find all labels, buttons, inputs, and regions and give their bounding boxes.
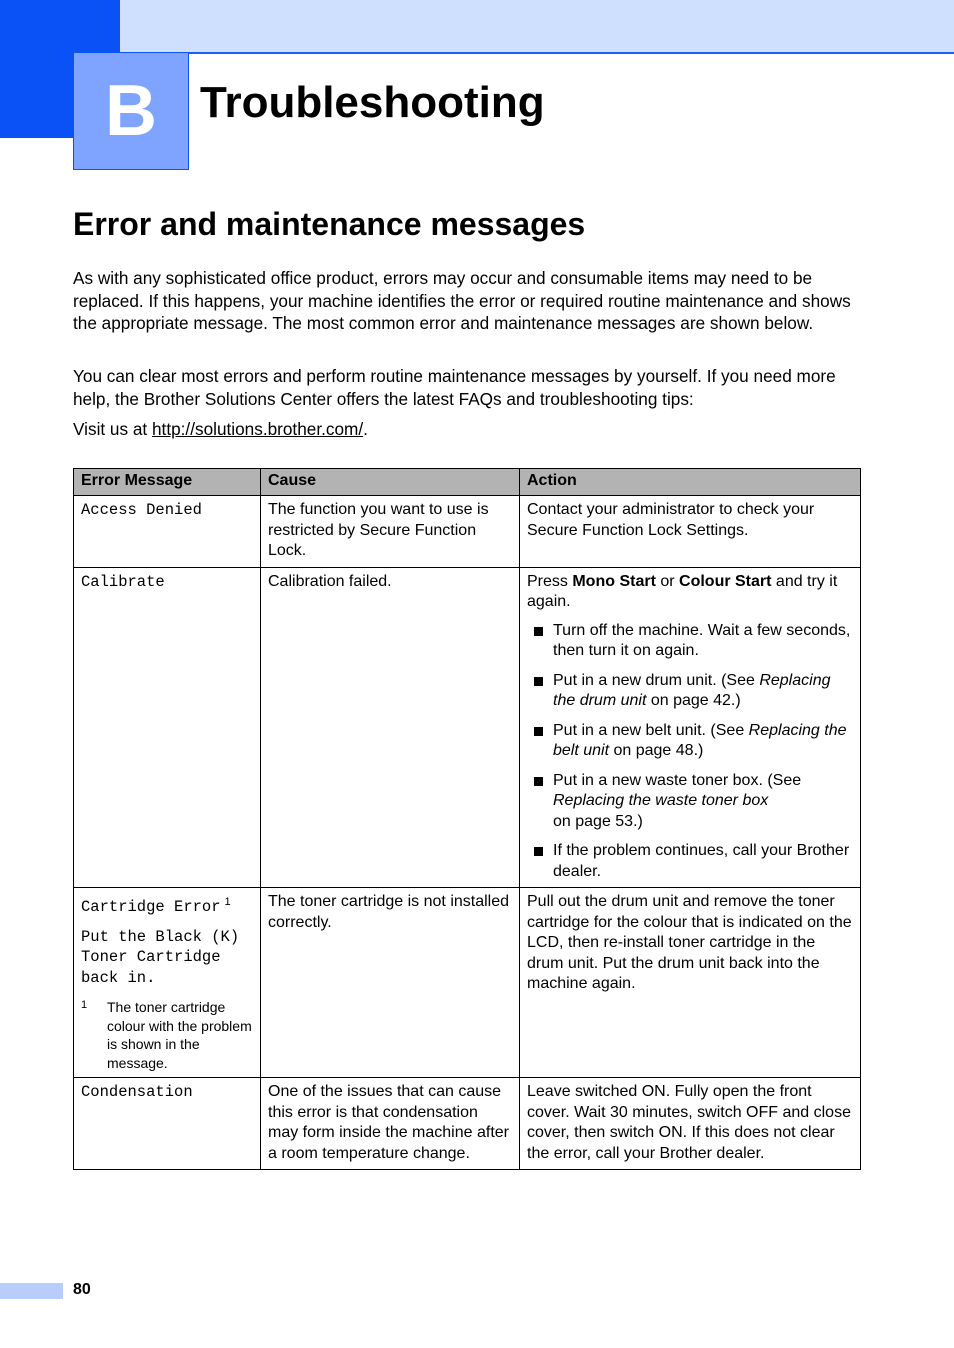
table-row xyxy=(74,1078,861,1170)
action-cell xyxy=(520,567,861,888)
bullet-square-icon xyxy=(534,847,543,856)
footnote-number: 1 xyxy=(81,999,88,1012)
chapter-letter: B xyxy=(105,71,157,151)
bullet-text-pre: Put in a new drum unit. (See xyxy=(553,671,760,689)
list-item xyxy=(534,721,853,762)
list-item xyxy=(534,771,853,833)
error-message-cell: Access Denied xyxy=(74,496,261,568)
colour-start-key: Colour Start xyxy=(679,572,772,590)
bullet-text xyxy=(553,771,853,833)
action-bullet-list xyxy=(527,621,853,883)
page-reference-title: Replacing the belt unit xyxy=(553,721,847,759)
error-message-cell: Calibrate xyxy=(74,567,261,888)
action-text: Press xyxy=(527,572,573,590)
table-row xyxy=(74,496,861,568)
action-cell: Leave switched ON. Fully open the front cover. Wait 30 minutes, switch OFF and close cover, then switch ON. If this does not clear the error, call your Brother dealer. xyxy=(520,1078,861,1170)
cause-cell: Calibration failed. xyxy=(261,567,520,888)
cause-cell: One of the issues that can cause this error is that condensation may form inside the machine after a room temperature change. xyxy=(261,1078,520,1170)
header-action: Action xyxy=(520,469,861,496)
list-item xyxy=(534,671,853,712)
table-header-row xyxy=(74,469,861,496)
bullet-square-icon xyxy=(534,727,543,736)
bullet-text-pre: Put in a new belt unit. (See xyxy=(553,721,749,739)
bullet-text xyxy=(553,721,853,762)
bullet-text-post: on page 48.) xyxy=(609,742,704,759)
intro-paragraph-1: As with any sophisticated office product, errors may occur and consumable items may need to be replaced. If this happens, your machine identifies the error or required routine maintenance and shows the appropriate message. The most common error and maintenance messages are shown below. xyxy=(73,268,851,333)
visit-suffix: . xyxy=(363,419,368,439)
error-message-cell xyxy=(74,888,261,1078)
intro-paragraph-2: You can clear most errors and perform routine maintenance messages by yourself. If you need more help, the Brother Solutions Center offers the latest FAQs and troubleshooting tips: xyxy=(73,366,836,409)
footnote xyxy=(81,998,253,1072)
bullet-text-post: on page 53.) xyxy=(553,812,643,830)
chapter-letter-box xyxy=(73,52,189,170)
list-item xyxy=(534,621,853,662)
table-row xyxy=(74,888,861,1078)
chapter-title: Troubleshooting xyxy=(200,78,545,127)
footnote-marker: 1 xyxy=(224,896,231,908)
bullet-text-pre: Put in a new waste toner box. (See xyxy=(553,771,802,789)
page-number: 80 xyxy=(73,1281,91,1298)
bullet-text-post: on page 42.) xyxy=(646,692,741,709)
intro-paragraph-3 xyxy=(73,418,863,441)
footnote-text: The toner cartridge colour with the problem is shown in the message. xyxy=(107,999,252,1071)
header-band xyxy=(120,0,954,54)
bullet-square-icon xyxy=(534,627,543,636)
page-reference-title: Replacing the drum unit xyxy=(553,671,831,709)
bullet-text: If the problem continues, call your Brother dealer. xyxy=(553,842,850,880)
error-message-line xyxy=(81,892,253,918)
action-cell: Contact your administrator to check your Secure Function Lock Settings. xyxy=(520,496,861,568)
action-intro xyxy=(527,572,853,613)
page-number-tab xyxy=(0,1283,63,1299)
error-messages-table xyxy=(73,468,861,1170)
table-row xyxy=(74,567,861,888)
error-message-text: Cartridge Error xyxy=(81,898,221,917)
mono-start-key: Mono Start xyxy=(572,572,656,590)
action-text: and try it again. xyxy=(527,572,838,610)
solutions-center-link[interactable]: http://solutions.brother.com/ xyxy=(151,419,364,439)
error-message-cell: Condensation xyxy=(74,1078,261,1170)
header-error-message: Error Message xyxy=(74,469,261,496)
cause-cell: The function you want to use is restricted by Secure Function Lock. xyxy=(261,496,520,568)
bullet-text: Turn off the machine. Wait a few seconds, then turn it on again. xyxy=(553,621,851,659)
bullet-square-icon xyxy=(534,677,543,686)
visit-prefix: Visit us at xyxy=(73,419,152,439)
cause-cell: The toner cartridge is not installed correctly. xyxy=(261,888,520,1078)
bullet-text xyxy=(553,671,853,712)
page-reference-title: Replacing the waste toner box xyxy=(553,792,769,809)
section-title: Error and maintenance messages xyxy=(73,206,586,242)
action-cell: Pull out the drum unit and remove the toner cartridge for the colour that is indicated on the LCD, then re-install toner cartridge in the drum unit. Put the drum unit back into the machine again. xyxy=(520,888,861,1078)
action-text: or xyxy=(655,572,680,590)
bullet-square-icon xyxy=(534,777,543,786)
list-item xyxy=(534,841,853,882)
header-cause: Cause xyxy=(261,469,520,496)
error-message-line-2: Put the Black (K) Toner Cartridge back in. xyxy=(81,927,240,987)
